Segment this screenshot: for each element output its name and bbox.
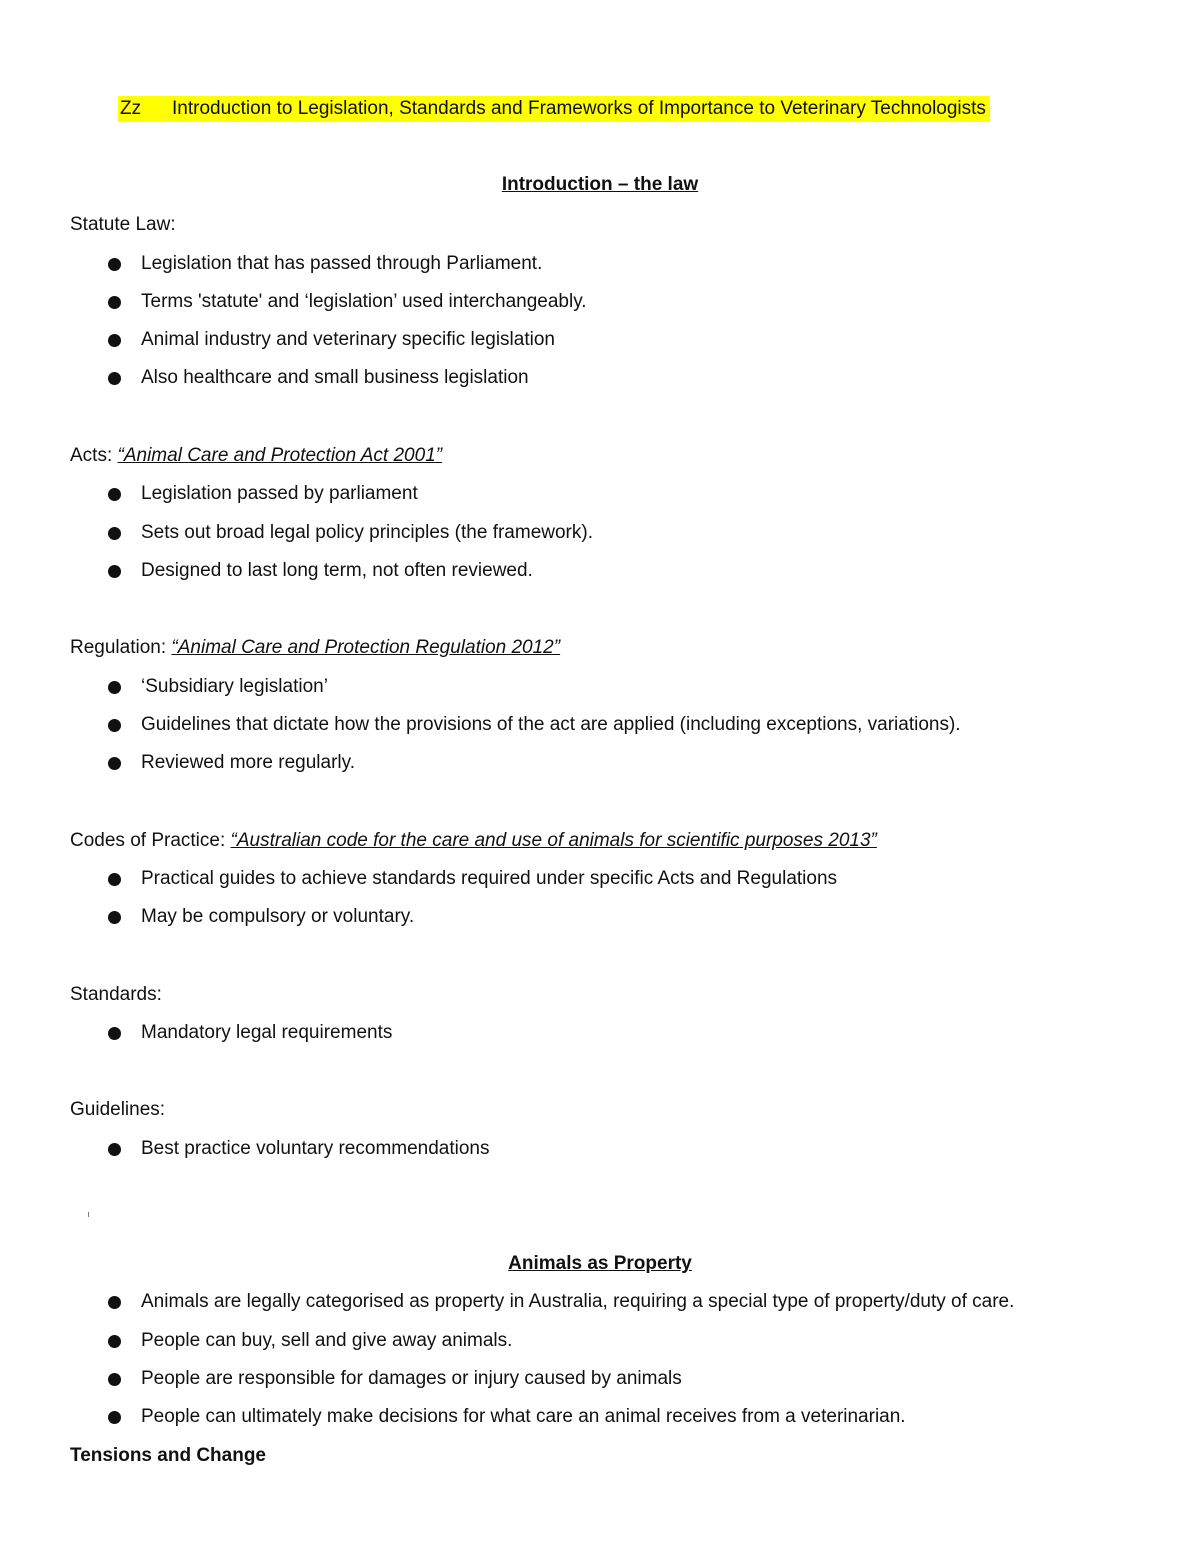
bullet-text: Legislation passed by parliament bbox=[141, 483, 418, 504]
list-item bbox=[108, 752, 355, 774]
bullet-text: Legislation that has passed through Parliament. bbox=[141, 253, 543, 274]
list-item bbox=[108, 714, 961, 736]
standards-label bbox=[70, 984, 162, 1006]
title-tag: Zz bbox=[120, 98, 142, 119]
acts-label bbox=[70, 445, 442, 467]
list-item bbox=[108, 1368, 682, 1390]
bullet-text: Terms 'statute' and ‘legislation’ used interchangeably. bbox=[141, 291, 587, 312]
bullet-text: Animal industry and veterinary specific legislation bbox=[141, 329, 555, 350]
bullet-icon bbox=[108, 1296, 121, 1309]
bullet-icon bbox=[108, 488, 121, 501]
regulation-reference: “Animal Care and Protection Regulation 2012” bbox=[171, 637, 561, 658]
bullet-icon bbox=[108, 296, 121, 309]
statute-law-label bbox=[70, 214, 176, 236]
bullet-icon bbox=[108, 1411, 121, 1424]
list-item bbox=[108, 1406, 906, 1428]
bullet-text: Best practice voluntary recommendations bbox=[141, 1138, 490, 1159]
bullet-text: People are responsible for damages or injury caused by animals bbox=[141, 1368, 682, 1389]
section-heading-animals-as-property: Animals as Property bbox=[508, 1253, 692, 1274]
document-title bbox=[118, 96, 990, 122]
bullet-text: Mandatory legal requirements bbox=[141, 1022, 393, 1043]
regulation-label bbox=[70, 637, 560, 659]
list-item bbox=[108, 676, 328, 698]
bullet-icon bbox=[108, 681, 121, 694]
list-item bbox=[108, 560, 533, 582]
list-item bbox=[108, 522, 593, 544]
bullet-text: Sets out broad legal policy principles (the framework). bbox=[141, 522, 593, 543]
list-item bbox=[108, 367, 529, 389]
bullet-text: Also healthcare and small business legislation bbox=[141, 367, 529, 388]
bullet-icon bbox=[108, 1027, 121, 1040]
bullet-text: People can buy, sell and give away animals. bbox=[141, 1330, 513, 1351]
bullet-icon bbox=[108, 527, 121, 540]
bullet-icon bbox=[108, 1373, 121, 1386]
guidelines-label bbox=[70, 1099, 165, 1121]
bullet-text: Reviewed more regularly. bbox=[141, 752, 356, 773]
list-item bbox=[108, 1022, 392, 1044]
bullet-icon bbox=[108, 372, 121, 385]
codes-reference: “Australian code for the care and use of animals for scientific purposes 2013” bbox=[230, 830, 877, 851]
guidelines-label-text: Guidelines: bbox=[70, 1099, 166, 1120]
list-item bbox=[108, 253, 542, 275]
section-heading-tensions-and-change: Tensions and Change bbox=[70, 1445, 267, 1466]
bullet-text: Guidelines that dictate how the provisions of the act are applied (including exceptions, variations). bbox=[141, 714, 961, 735]
bullet-text: Animals are legally categorised as property in Australia, requiring a special type of property/duty of care. bbox=[141, 1291, 1015, 1312]
acts-reference: “Animal Care and Protection Act 2001” bbox=[117, 445, 443, 466]
list-item bbox=[108, 329, 555, 351]
acts-label-text: Acts: bbox=[70, 445, 118, 466]
bullet-text: ‘Subsidiary legislation’ bbox=[141, 676, 328, 697]
list-item bbox=[108, 483, 418, 505]
codes-of-practice-label bbox=[70, 830, 877, 852]
list-item bbox=[108, 1138, 490, 1160]
list-item bbox=[108, 906, 414, 928]
bullet-icon bbox=[108, 719, 121, 732]
bullet-icon bbox=[108, 911, 121, 924]
bullet-text: Designed to last long term, not often reviewed. bbox=[141, 560, 533, 581]
stray-mark bbox=[88, 1212, 89, 1217]
list-item bbox=[108, 868, 837, 890]
list-item bbox=[108, 1291, 1014, 1313]
bullet-icon bbox=[108, 1143, 121, 1156]
statute-law-label-text: Statute Law: bbox=[70, 214, 176, 235]
list-item bbox=[108, 291, 587, 313]
bullet-icon bbox=[108, 565, 121, 578]
bullet-icon bbox=[108, 258, 121, 271]
bullet-icon bbox=[108, 1335, 121, 1348]
regulation-label-text: Regulation: bbox=[70, 637, 172, 658]
bullet-icon bbox=[108, 757, 121, 770]
bullet-text: May be compulsory or voluntary. bbox=[141, 906, 415, 927]
section-heading-introduction: Introduction – the law bbox=[501, 174, 699, 195]
codes-label-text: Codes of Practice: bbox=[70, 830, 231, 851]
list-item bbox=[108, 1330, 512, 1352]
bullet-text: People can ultimately make decisions for what care an animal receives from a veterinarian. bbox=[141, 1406, 906, 1427]
bullet-icon bbox=[108, 334, 121, 347]
title-text: Introduction to Legislation, Standards and Frameworks of Importance to Veterinary Technologists bbox=[172, 98, 986, 119]
standards-label-text: Standards: bbox=[70, 984, 162, 1005]
bullet-icon bbox=[108, 873, 121, 886]
bullet-text: Practical guides to achieve standards required under specific Acts and Regulations bbox=[141, 868, 838, 889]
